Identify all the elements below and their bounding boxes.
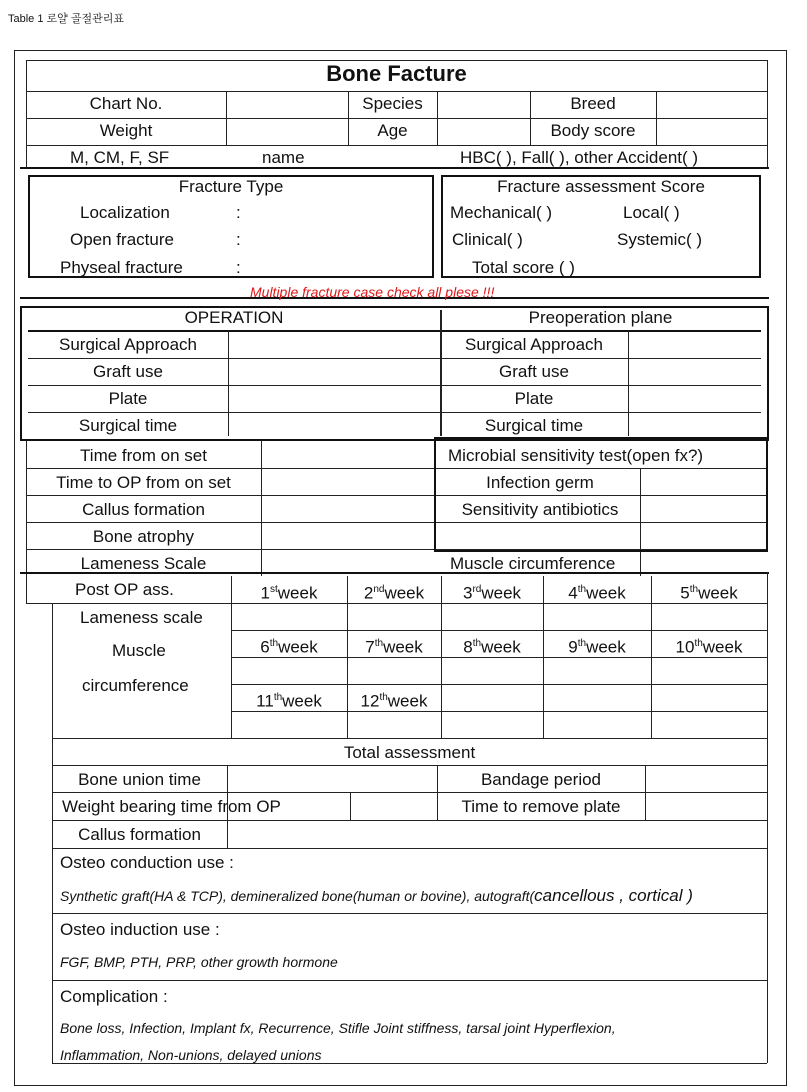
weight-bearing-label: Weight bearing time from OP: [62, 797, 281, 816]
multiple-fracture-warning: Multiple fracture case check all plese !!!: [250, 284, 495, 300]
colon: :: [236, 230, 241, 249]
week-8: 8thweek: [463, 637, 521, 657]
week-1: 1stweek: [260, 583, 318, 603]
bone-atrophy-label: Bone atrophy: [92, 527, 195, 546]
complication-detail-1: Bone loss, Infection, Implant fx, Recurrence, Stifle Joint stiffness, tarsal joint Hyperflexion,: [60, 1020, 616, 1036]
bandage-period-label: Bandage period: [480, 770, 602, 789]
week-12: 12thweek: [360, 691, 428, 711]
week-5: 5thweek: [680, 583, 738, 603]
table-caption: Table 1 로얄 골절관리표: [8, 13, 124, 25]
cause-label: HBC( ), Fall( ), other Accident( ): [460, 148, 699, 167]
week-3: 3rdweek: [462, 583, 522, 603]
local-score: Local( ): [623, 203, 680, 222]
muscle-circumference-label: Muscle circumference: [450, 554, 616, 573]
surgical-approach-label: Surgical Approach: [59, 335, 197, 354]
pre-surgical-time-label: Surgical time: [484, 416, 584, 435]
post-op-circumference-label: circumference: [82, 676, 189, 695]
name-label: name: [262, 148, 305, 167]
time-from-onset-label: Time from on set: [80, 446, 207, 465]
week-6: 6thweek: [260, 637, 318, 657]
post-op-muscle-label: Muscle: [112, 641, 166, 660]
week-4: 4thweek: [568, 583, 626, 603]
pre-surgical-approach-label: Surgical Approach: [465, 335, 603, 354]
colon: :: [236, 203, 241, 222]
total-assessment-title: Total assessment: [343, 743, 476, 762]
post-op-label: Post OP ass.: [75, 580, 174, 599]
age-label: Age: [377, 121, 408, 140]
body-score-label: Body score: [550, 121, 636, 140]
pre-graft-use-label: Graft use: [499, 362, 569, 381]
pre-plate-label: Plate: [514, 389, 554, 408]
sensitivity-antibiotics-label: Sensitivity antibiotics: [461, 500, 619, 519]
bone-union-time-label: Bone union time: [78, 770, 201, 789]
callus-formation-label: Callus formation: [82, 500, 205, 519]
graft-use-label: Graft use: [93, 362, 163, 381]
osteo-conduction-label: Osteo conduction use :: [60, 853, 234, 872]
post-op-lameness-label: Lameness scale: [80, 608, 203, 627]
breed-label: Breed: [570, 94, 616, 113]
weight-label: Weight: [99, 121, 153, 140]
osteo-conduction-detail: Synthetic graft(HA & TCP), demineralized bone(human or bovine), autograft(cancellous , cortical ): [60, 886, 693, 905]
form-title: Bone Facture: [326, 61, 467, 86]
operation-title: OPERATION: [184, 308, 284, 327]
time-to-op-label: Time to OP from on set: [56, 473, 231, 492]
preoperation-title: Preoperation plane: [528, 308, 673, 327]
localization-label: Localization: [80, 203, 170, 222]
colon: :: [236, 258, 241, 277]
total-score: Total score ( ): [472, 258, 575, 277]
assessment-title: Fracture assessment Score: [497, 177, 705, 196]
remove-plate-label: Time to remove plate: [461, 797, 621, 816]
open-fracture-label: Open fracture: [70, 230, 174, 249]
infection-germ-label: Infection germ: [486, 473, 594, 492]
mechanical-score: Mechanical( ): [450, 203, 553, 222]
surgical-time-label: Surgical time: [78, 416, 178, 435]
total-callus-label: Callus formation: [78, 825, 201, 844]
week-9: 9thweek: [568, 637, 626, 657]
species-label: Species: [362, 94, 423, 113]
osteo-induction-detail: FGF, BMP, PTH, PRP, other growth hormone: [60, 954, 338, 970]
physeal-fracture-label: Physeal fracture: [60, 258, 183, 277]
fracture-type-title: Fracture Type: [178, 177, 284, 196]
week-2: 2ndweek: [363, 583, 425, 603]
chart-no-label: Chart No.: [89, 94, 163, 113]
week-11: 11thweek: [256, 691, 322, 711]
week-10: 10thweek: [675, 637, 743, 657]
microbial-test-label: Microbial sensitivity test(open fx?): [448, 446, 704, 465]
clinical-score: Clinical( ): [452, 230, 523, 249]
week-7: 7thweek: [365, 637, 423, 657]
complication-label: Complication :: [60, 987, 168, 1006]
sex-label: M, CM, F, SF: [70, 148, 170, 167]
osteo-induction-label: Osteo induction use :: [60, 920, 220, 939]
systemic-score: Systemic( ): [617, 230, 702, 249]
lameness-scale-label: Lameness Scale: [80, 554, 207, 573]
complication-detail-2: Inflammation, Non-unions, delayed unions: [60, 1047, 322, 1063]
plate-label: Plate: [108, 389, 148, 408]
